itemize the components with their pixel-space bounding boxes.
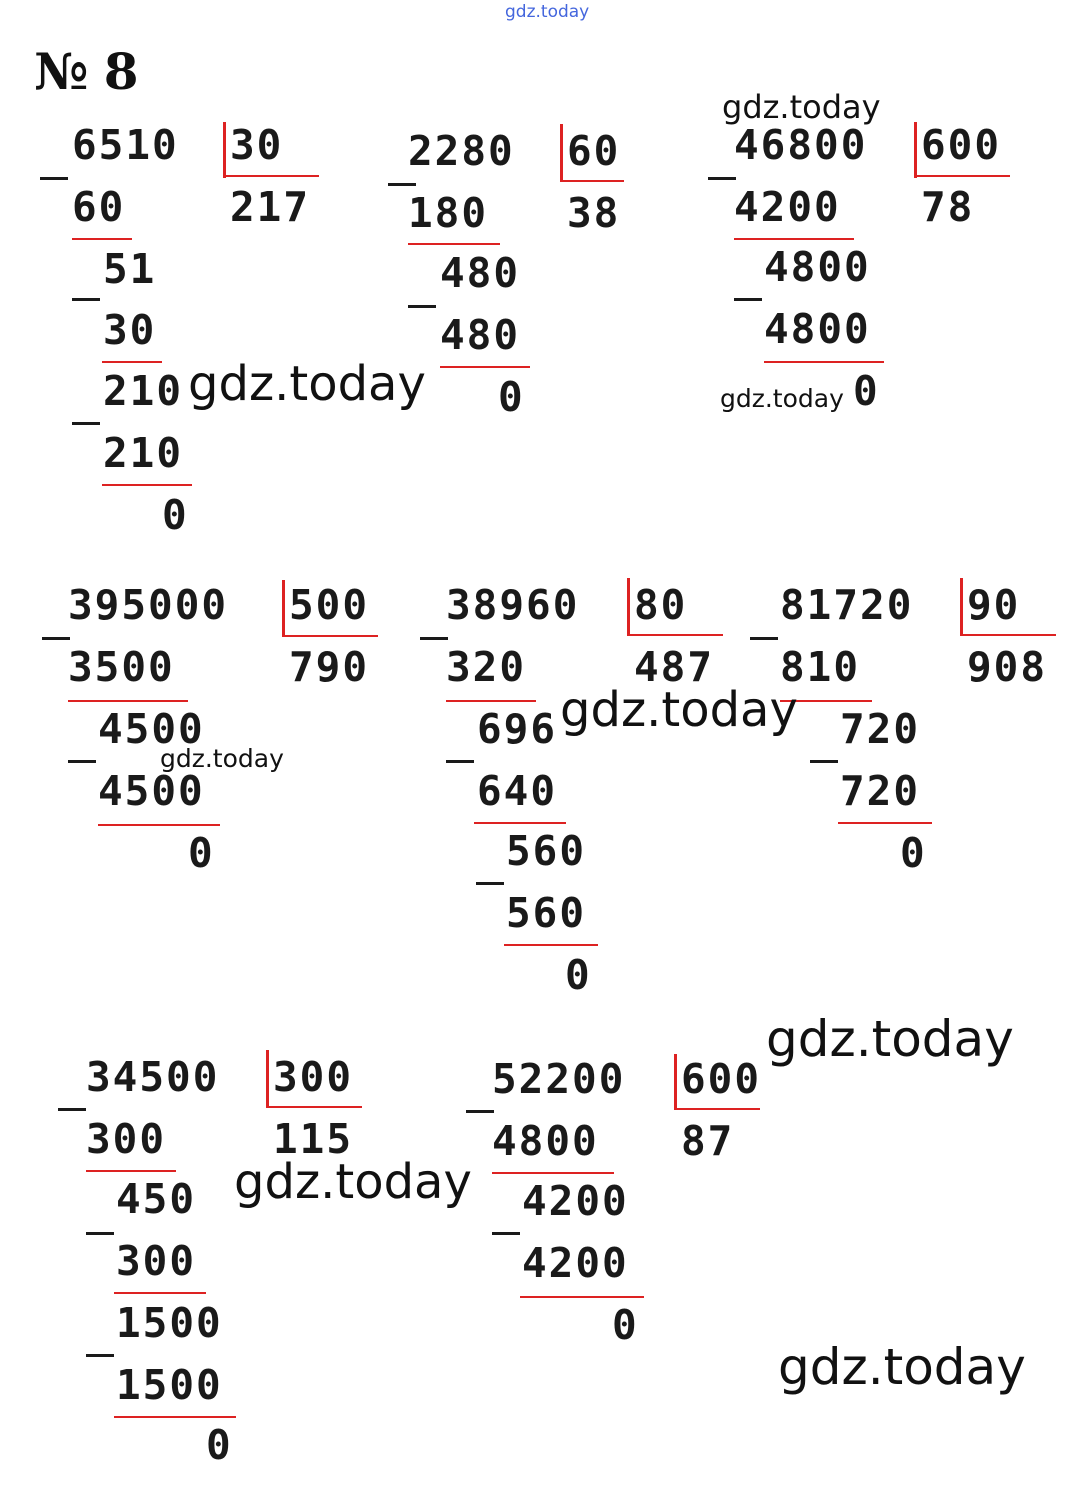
remainder: 0 xyxy=(612,1301,639,1349)
quotient: 217 xyxy=(230,183,311,231)
quotient: 38 xyxy=(567,189,621,237)
minus-sign xyxy=(72,298,100,301)
step: 4500 xyxy=(98,705,205,753)
watermark: gdz.today xyxy=(188,356,426,412)
watermark: gdz.today xyxy=(720,384,844,413)
divisor-bracket xyxy=(627,578,630,634)
quotient: 908 xyxy=(967,643,1048,691)
step-underline xyxy=(474,822,566,824)
step: 450 xyxy=(116,1175,197,1223)
header-watermark: gdz.today xyxy=(505,2,590,22)
dividend: 52200 xyxy=(492,1055,626,1103)
quotient-line xyxy=(266,1106,362,1108)
step-underline xyxy=(86,1170,176,1172)
step: 30 xyxy=(103,306,157,354)
step: 180 xyxy=(408,189,489,237)
step: 300 xyxy=(116,1237,197,1285)
divisor-bracket xyxy=(282,580,285,636)
minus-sign xyxy=(708,177,736,180)
divisor: 600 xyxy=(681,1055,762,1103)
divisor-bracket xyxy=(223,122,226,178)
step: 3500 xyxy=(68,643,175,691)
watermark: gdz.today xyxy=(234,1154,472,1210)
divisor-bracket xyxy=(960,578,963,634)
divisor: 80 xyxy=(634,581,688,629)
divisor: 60 xyxy=(567,127,621,175)
watermark: gdz.today xyxy=(560,682,798,738)
dividend: 395000 xyxy=(68,581,229,629)
quotient-line xyxy=(674,1108,760,1110)
watermark: gdz.today xyxy=(160,744,284,773)
remainder: 0 xyxy=(162,491,189,539)
step: 560 xyxy=(506,827,587,875)
step: 480 xyxy=(440,311,521,359)
minus-sign xyxy=(446,760,474,763)
divisor: 500 xyxy=(289,581,370,629)
step-underline xyxy=(102,484,192,486)
quotient-line xyxy=(914,175,1010,177)
step: 4500 xyxy=(98,767,205,815)
divisor: 300 xyxy=(273,1053,354,1101)
step-underline xyxy=(114,1292,206,1294)
step-underline xyxy=(492,1172,614,1174)
minus-sign xyxy=(40,177,68,180)
quotient: 487 xyxy=(634,643,715,691)
minus-sign xyxy=(466,1110,494,1113)
remainder: 0 xyxy=(188,829,215,877)
divisor: 90 xyxy=(967,581,1021,629)
minus-sign xyxy=(476,882,504,885)
step: 4800 xyxy=(764,305,871,353)
step-underline xyxy=(72,238,132,240)
minus-sign xyxy=(810,760,838,763)
quotient: 78 xyxy=(921,183,975,231)
step-underline xyxy=(838,822,932,824)
dividend: 46800 xyxy=(734,121,868,169)
remainder: 0 xyxy=(498,373,525,421)
remainder: 0 xyxy=(565,951,592,999)
remainder: 0 xyxy=(206,1421,233,1469)
dividend: 81720 xyxy=(780,581,914,629)
divisor-bracket xyxy=(266,1050,269,1106)
task-title: № 8 xyxy=(34,42,138,101)
minus-sign xyxy=(68,760,96,763)
step: 560 xyxy=(506,889,587,937)
remainder: 0 xyxy=(853,367,880,415)
step-underline xyxy=(440,366,530,368)
divisor: 30 xyxy=(230,121,284,169)
step-underline xyxy=(102,361,162,363)
step: 720 xyxy=(840,767,921,815)
step-underline xyxy=(446,700,536,702)
minus-sign xyxy=(86,1354,114,1357)
quotient-line xyxy=(560,180,624,182)
divisor-bracket xyxy=(560,124,563,180)
divisor-bracket xyxy=(674,1054,677,1110)
step: 1500 xyxy=(116,1299,223,1347)
step: 810 xyxy=(780,643,861,691)
step-underline xyxy=(734,238,854,240)
divisor-bracket xyxy=(914,122,917,178)
dividend: 6510 xyxy=(72,121,179,169)
dividend: 38960 xyxy=(446,581,580,629)
quotient: 115 xyxy=(273,1115,354,1163)
step: 4200 xyxy=(734,183,841,231)
quotient-line xyxy=(627,634,723,636)
step: 210 xyxy=(103,429,184,477)
step: 320 xyxy=(446,643,527,691)
step: 640 xyxy=(477,767,558,815)
step: 1500 xyxy=(116,1361,223,1409)
minus-sign xyxy=(72,422,100,425)
step: 210 xyxy=(103,367,184,415)
quotient-line xyxy=(282,635,378,637)
step-underline xyxy=(504,944,598,946)
step: 300 xyxy=(86,1115,167,1163)
step: 480 xyxy=(440,249,521,297)
step: 720 xyxy=(840,705,921,753)
step: 4800 xyxy=(764,243,871,291)
watermark: gdz.today xyxy=(722,88,881,126)
watermark: gdz.today xyxy=(778,1338,1026,1396)
step-underline xyxy=(408,243,500,245)
quotient-line xyxy=(960,634,1056,636)
minus-sign xyxy=(420,637,448,640)
step-underline xyxy=(520,1296,644,1298)
step-underline xyxy=(114,1416,236,1418)
step: 60 xyxy=(72,183,126,231)
minus-sign xyxy=(492,1232,520,1235)
step-underline xyxy=(68,700,188,702)
step: 696 xyxy=(477,705,558,753)
minus-sign xyxy=(408,305,436,308)
step-underline xyxy=(98,824,220,826)
quotient: 790 xyxy=(289,643,370,691)
minus-sign xyxy=(388,183,416,186)
minus-sign xyxy=(58,1108,86,1111)
quotient: 87 xyxy=(681,1117,735,1165)
dividend: 34500 xyxy=(86,1053,220,1101)
step: 4200 xyxy=(522,1177,629,1225)
watermark: gdz.today xyxy=(766,1010,1014,1068)
minus-sign xyxy=(42,637,70,640)
minus-sign xyxy=(750,637,778,640)
divisor: 600 xyxy=(921,121,1002,169)
minus-sign xyxy=(86,1232,114,1235)
quotient-line xyxy=(223,175,319,177)
step: 4800 xyxy=(492,1117,599,1165)
minus-sign xyxy=(734,298,762,301)
step: 4200 xyxy=(522,1239,629,1287)
dividend: 2280 xyxy=(408,127,515,175)
remainder: 0 xyxy=(900,829,927,877)
step: 51 xyxy=(103,245,157,293)
step-underline xyxy=(764,361,884,363)
